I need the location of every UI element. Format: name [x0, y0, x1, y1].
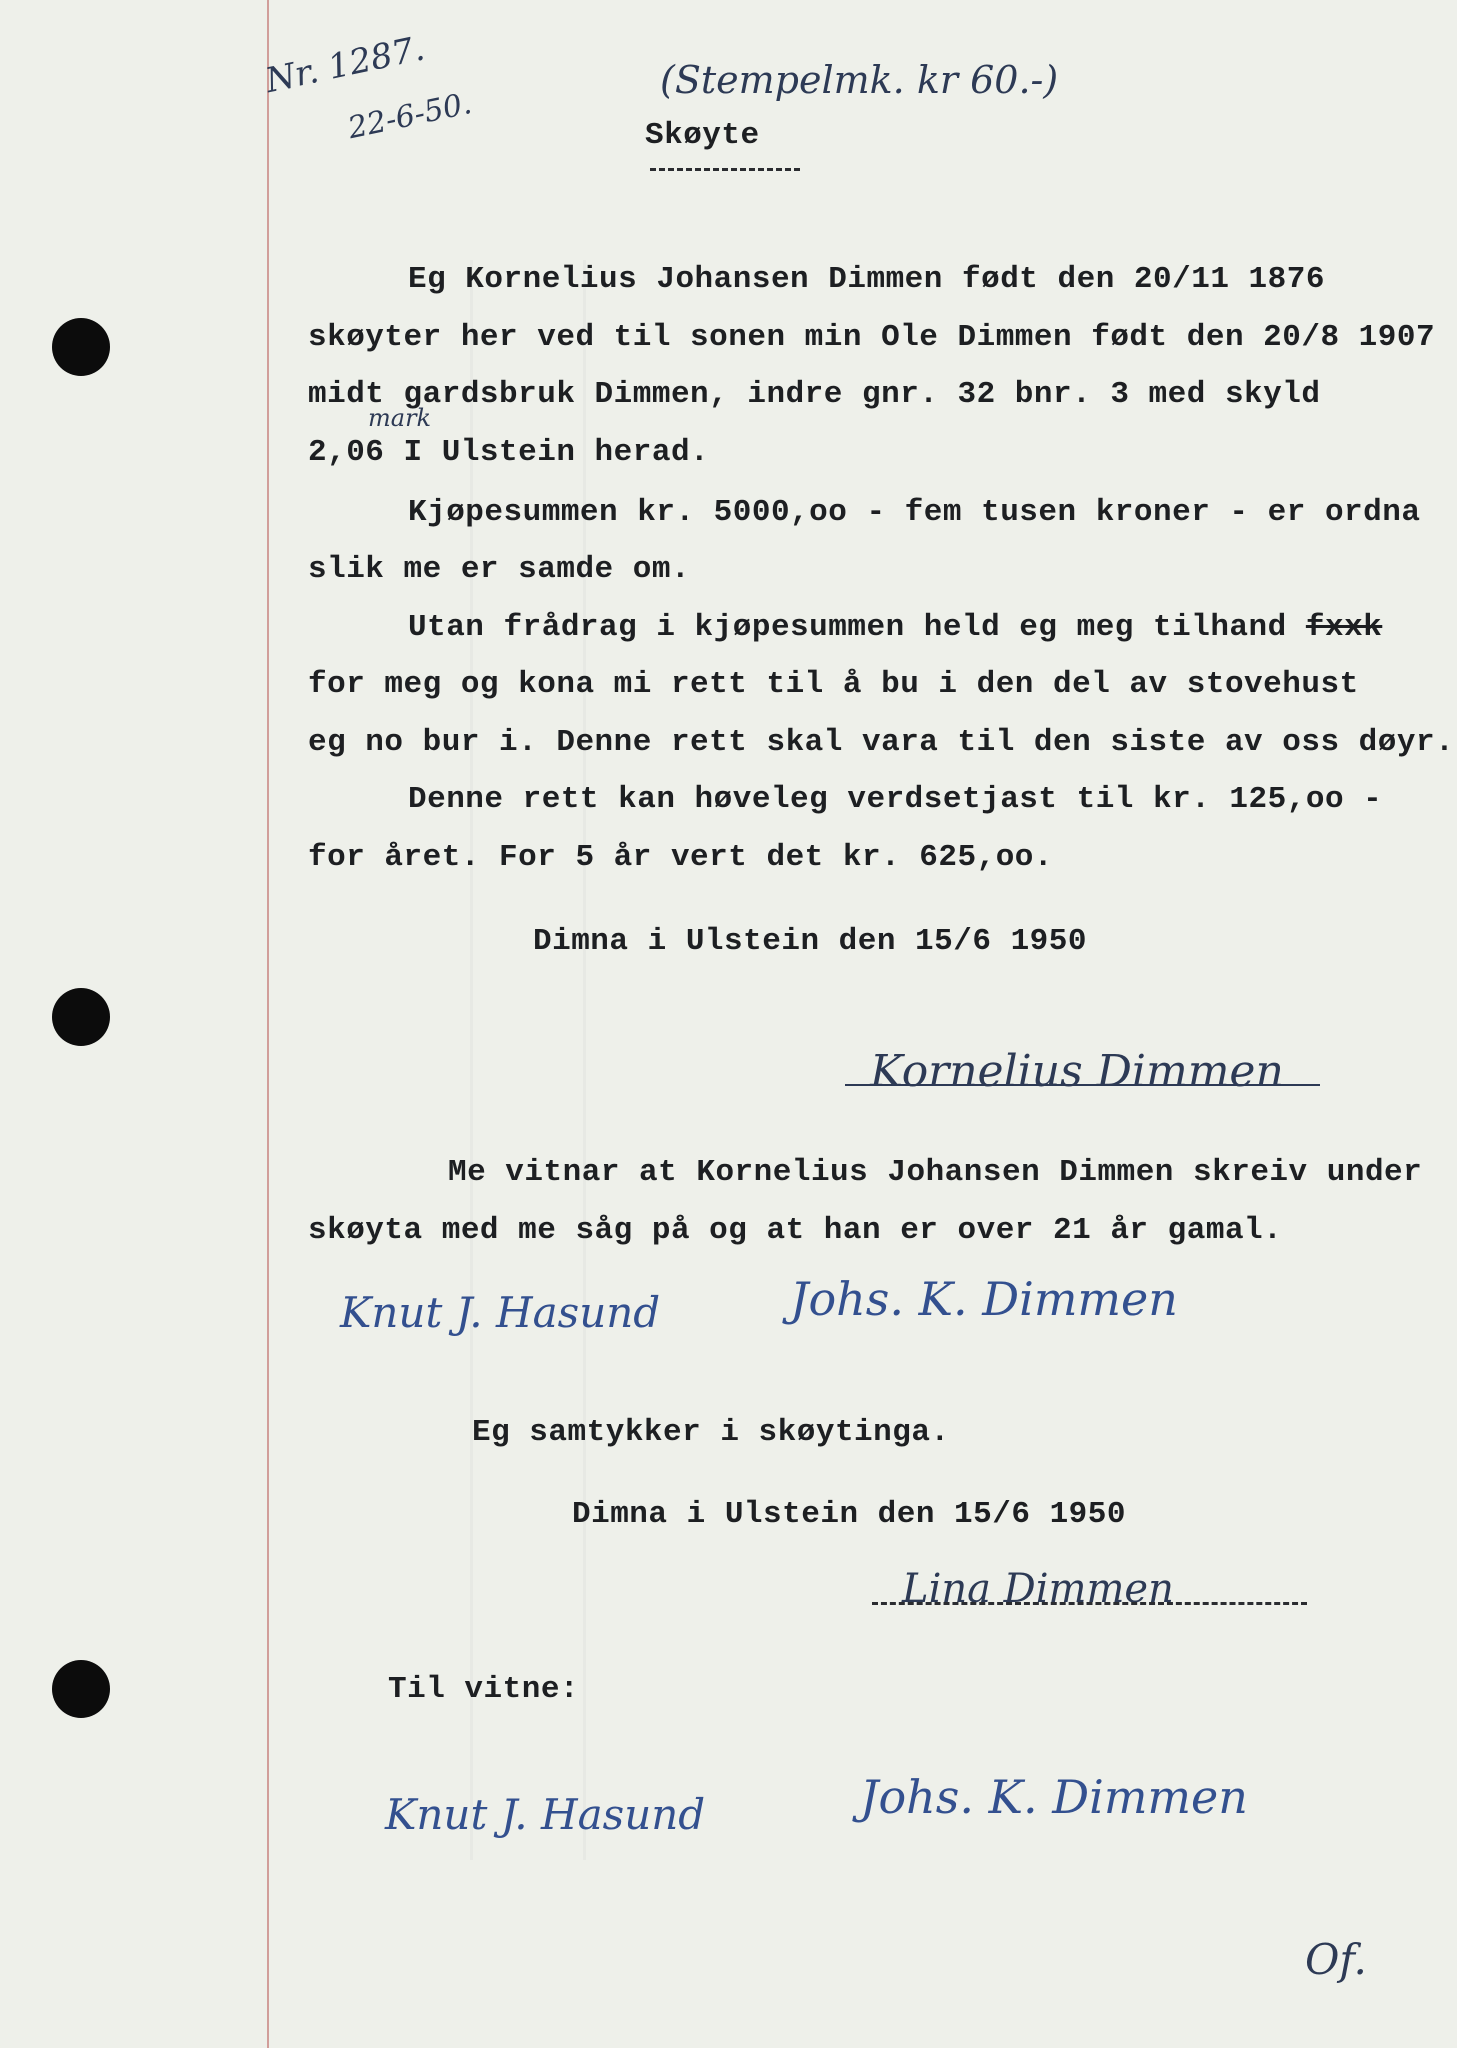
witness-statement-1: Me vitnar at Kornelius Johansen Dimmen skreiv under: [448, 1155, 1423, 1190]
consent-statement: Eg samtykker i skøytinga.: [472, 1415, 950, 1450]
margin-rule: [267, 0, 269, 2048]
initials: Of.: [1305, 1935, 1367, 1984]
place-date-1: Dimna i Ulstein den 15/6 1950: [533, 924, 1087, 959]
witness-signature-2a: Knut J. Hasund: [385, 1790, 706, 1839]
registry-date: 22-6-50.: [345, 85, 475, 147]
witness-signature-1a: Knut J. Hasund: [340, 1288, 661, 1337]
spouse-signature-line: [872, 1602, 1307, 1605]
registry-number: Nr. 1287.: [262, 28, 429, 102]
struck-word: fxxk: [1305, 610, 1383, 645]
body-line-11: for året. For 5 år vert det kr. 625,oo.: [308, 840, 1054, 875]
body-line-7-text: Utan frådrag i kjøpesummen held eg meg tilhand: [408, 610, 1287, 645]
stamp-note: (Stempelmk. kr 60.-): [660, 58, 1059, 102]
body-line-8: for meg og kona mi rett til å bu i den del av stovehust: [308, 667, 1359, 702]
insertion-mark: mark: [368, 404, 432, 432]
witness-signature-1b: Johs. K. Dimmen: [790, 1272, 1178, 1326]
body-line-10: Denne rett kan høveleg verdsetjast til kr. 125,oo -: [408, 782, 1383, 817]
body-line-4: 2,06 I Ulstein herad.: [308, 435, 710, 470]
body-line-2: skøyter her ved til sonen min Ole Dimmen født den 20/8 1907: [308, 320, 1436, 355]
seller-signature: Kornelius Dimmen: [870, 1046, 1284, 1097]
witness-label: Til vitne:: [388, 1672, 580, 1707]
document-title: Skøyte: [645, 118, 760, 153]
spouse-signature: Lina Dimmen: [902, 1566, 1174, 1612]
witness-signature-2b: Johs. K. Dimmen: [860, 1770, 1248, 1824]
punch-hole-bottom: [52, 1660, 110, 1718]
punch-hole-middle: [52, 988, 110, 1046]
body-line-3: midt gardsbruk Dimmen, indre gnr. 32 bnr. 3 med skyld: [308, 377, 1321, 412]
title-underline: [650, 168, 800, 171]
body-line-5: Kjøpesummen kr. 5000,oo - fem tusen kroner - er ordna: [408, 495, 1421, 530]
body-line-6: slik me er samde om.: [308, 552, 691, 587]
place-date-2: Dimna i Ulstein den 15/6 1950: [572, 1497, 1126, 1532]
punch-hole-top: [52, 318, 110, 376]
witness-statement-2: skøyta med me såg på og at han er over 21 år gamal.: [308, 1213, 1283, 1248]
seller-signature-line: [845, 1084, 1320, 1086]
body-line-9: eg no bur i. Denne rett skal vara til den siste av oss døyr.: [308, 725, 1455, 760]
body-line-7: [408, 610, 1382, 645]
body-line-1: Eg Kornelius Johansen Dimmen født den 20/11 1876: [408, 262, 1325, 297]
